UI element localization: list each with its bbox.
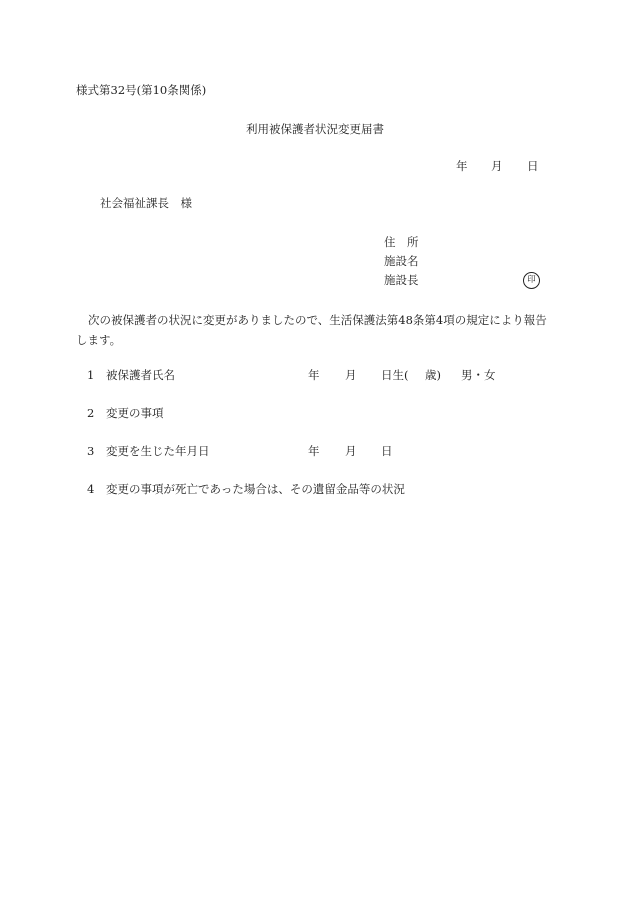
date-year-label: 年 [456,159,468,173]
item-4-number: 4 [87,482,95,496]
item-1-age-label: 歳) [425,368,441,382]
seal-mark: 印 [523,272,540,289]
sender-facility-label: 施設名 [384,254,419,268]
form-number: 様式第32号(第10条関係) [76,83,207,97]
item-1-birth-label: 日生( [381,368,409,382]
item-1-year-label: 年 [308,368,320,382]
item-1-number: 1 [87,368,95,382]
item-2-number: 2 [87,406,95,420]
item-1-gender-label: 男・女 [461,368,496,382]
item-3-day-label: 日 [381,444,393,458]
date-day-label: 日 [527,159,539,173]
addressee: 社会福祉課長 様 [100,196,192,210]
sender-director-label: 施設長 [384,273,419,287]
item-3-label: 変更を生じた年月日 [106,444,210,458]
document-title: 利用被保護者状況変更届書 [246,122,384,136]
item-4-label: 変更の事項が死亡であった場合は、その遺留金品等の状況 [106,482,405,496]
item-3-number: 3 [87,444,95,458]
item-2-label: 変更の事項 [106,406,164,420]
date-month-label: 月 [491,159,503,173]
item-3-month-label: 月 [345,444,357,458]
item-3-year-label: 年 [308,444,320,458]
item-1-label: 被保護者氏名 [106,368,175,382]
item-1-month-label: 月 [345,368,357,382]
body-text: 次の被保護者の状況に変更がありましたので、生活保護法第48条第4項の規定により報告します。 [76,313,547,347]
sender-address-label: 住 所 [384,235,419,249]
